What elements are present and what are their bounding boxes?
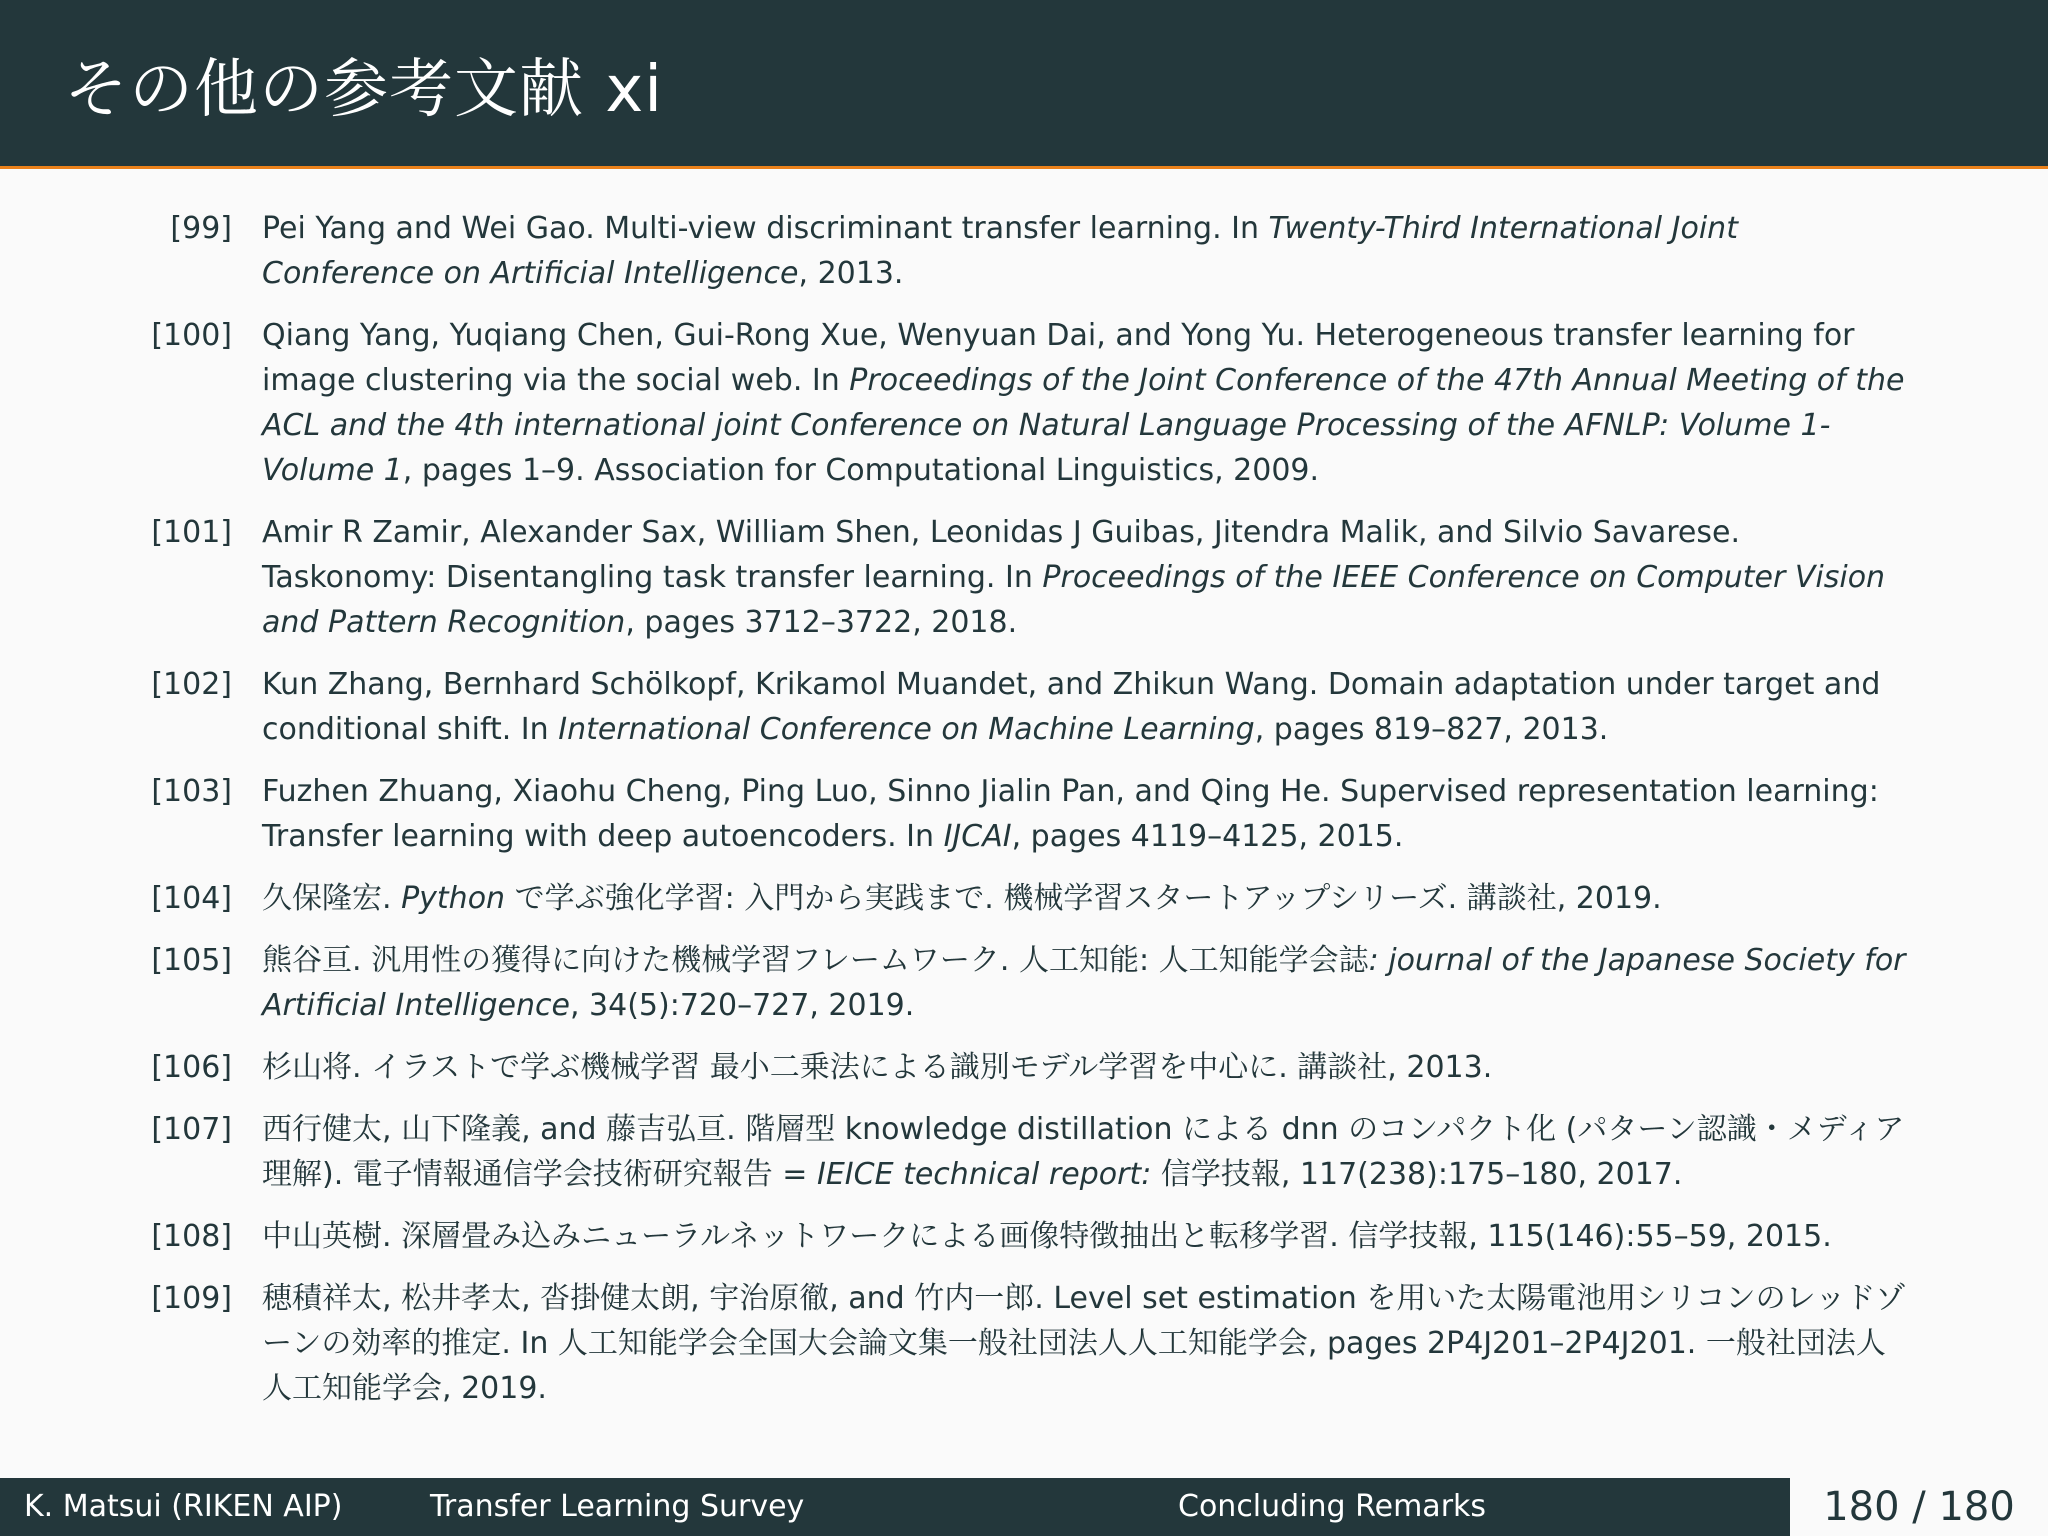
reference-segment: Amir R Zamir, Alexander Sax, William Shen, Leonidas J Guibas, Jitendra Malik, and Silvio Savarese. Taskonomy: Disentangling task transfer learning. In [262, 515, 1741, 595]
reference-segment: 熊谷亘. 汎用性の獲得に向けた機械学習フレームワーク. 人工知能: 人工知能学会誌 [262, 943, 1369, 978]
reference-text [262, 1214, 1910, 1259]
reference-segment: Kun Zhang, Bernhard Schölkopf, Krikamol Muandet, and Zhikun Wang. Domain adaptation under target and conditional shift. In [262, 667, 1881, 747]
reference-venue: IEICE technical report: [817, 1157, 1152, 1192]
reference-segment: 杉山将. イラストで学ぶ機械学習 最小二乗法による識別モデル学習を中心に. 講談社, 2013. [262, 1050, 1493, 1085]
reference-venue: : journal of the Japanese Society for Artificial Intelligence [262, 943, 1906, 1023]
reference-venue: IJCAI [943, 819, 1012, 854]
reference-number: [104] [151, 881, 232, 916]
reference-number: [100] [151, 318, 232, 353]
reference-item [150, 1214, 1910, 1259]
reference-item [150, 510, 1910, 645]
reference-number: [99] [170, 211, 232, 246]
reference-segment: Pei Yang and Wei Gao. Multi-view discriminant transfer learning. In [262, 211, 1269, 246]
reference-text [262, 313, 1910, 493]
reference-segment: 久保隆宏. [262, 881, 402, 916]
footer-short-title: Transfer Learning Survey [430, 1489, 805, 1524]
reference-item [150, 769, 1910, 859]
reference-venue: Proceedings of the Joint Conference of the 47th Annual Meeting of the ACL and the 4th international joint Conference on Natural Language Processing of the AFNLP: Volume 1-Volume 1 [262, 363, 1905, 488]
reference-segment: で学ぶ強化学習: 入門から実践まで. 機械学習スタートアップシリーズ. 講談社, 2019. [505, 881, 1662, 916]
reference-number: [103] [151, 774, 232, 809]
reference-number: [102] [151, 667, 232, 702]
footer-section: Concluding Remarks [1178, 1489, 1487, 1524]
reference-segment: , 2013. [798, 256, 904, 291]
reference-item [150, 313, 1910, 493]
reference-segment: , pages 4119–4125, 2015. [1011, 819, 1404, 854]
slide-title: その他の参考文献 xi [64, 53, 663, 127]
reference-text [262, 1045, 1910, 1090]
reference-item [150, 1107, 1910, 1197]
reference-segment: Qiang Yang, Yuqiang Chen, Gui-Rong Xue, Wenyuan Dai, and Yong Yu. Heterogeneous transfer learning for image clustering via the social web. In [262, 318, 1855, 398]
reference-venue: Proceedings of the IEEE Conference on Computer Vision and Pattern Recognition [262, 560, 1886, 640]
reference-number: [105] [151, 943, 232, 978]
reference-item [150, 206, 1910, 296]
reference-venue: Python [401, 881, 506, 916]
reference-segment: 中山英樹. 深層畳み込みニューラルネットワークによる画像特徴抽出と転移学習. 信学技報, 115(146):55–59, 2015. [262, 1219, 1832, 1254]
reference-text [262, 510, 1910, 645]
reference-number: [107] [151, 1112, 232, 1147]
footer-info [0, 1478, 1790, 1536]
reference-segment: , pages 1–9. Association for Computational Linguistics, 2009. [402, 453, 1320, 488]
reference-item [150, 938, 1910, 1028]
reference-text [262, 769, 1910, 859]
footer-author: K. Matsui (RIKEN AIP) [24, 1489, 343, 1524]
reference-segment: 西行健太, 山下隆義, and 藤吉弘亘. 階層型 knowledge distillation による dnn のコンパクト化 (パターン認識・メディア理解). 電子情報通信学会技術研究報告 = [262, 1112, 1905, 1192]
reference-text [262, 938, 1910, 1028]
reference-item [150, 876, 1910, 921]
reference-segment: Fuzhen Zhuang, Xiaohu Cheng, Ping Luo, Sinno Jialin Pan, and Qing He. Supervised representation learning: Transfer learning with deep autoencoders. In [262, 774, 1879, 854]
reference-venue: International Conference on Machine Learning [558, 712, 1255, 747]
reference-text [262, 1276, 1910, 1411]
reference-segment: 信学技報, 117(238):175–180, 2017. [1151, 1157, 1683, 1192]
reference-list [150, 206, 1910, 1428]
reference-number: [108] [151, 1219, 232, 1254]
reference-item [150, 662, 1910, 752]
reference-text [262, 662, 1910, 752]
reference-segment: , pages 3712–3722, 2018. [625, 605, 1018, 640]
reference-segment: , pages 819–827, 2013. [1254, 712, 1609, 747]
reference-number: [101] [151, 515, 232, 550]
slide-header [0, 0, 2048, 169]
reference-number: [106] [151, 1050, 232, 1085]
reference-text [262, 876, 1910, 921]
page-number: 180 / 180 [1790, 1478, 2048, 1536]
reference-venue: Twenty-Third International Joint Conference on Artificial Intelligence [262, 211, 1738, 291]
slide-footer [0, 1478, 2048, 1536]
reference-segment: , 34(5):720–727, 2019. [569, 988, 915, 1023]
reference-number: [109] [151, 1281, 232, 1316]
reference-text [262, 1107, 1910, 1197]
reference-text [262, 206, 1910, 296]
reference-item [150, 1045, 1910, 1090]
reference-segment: 穂積祥太, 松井孝太, 沓掛健太朗, 宇治原徹, and 竹内一郎. Level set estimation を用いた太陽電池用シリコンのレッドゾーンの効率的推定. In 人工知能学会全国大会論文集一般社団法人人工知能学会, pages 2P4J201–2P4J201. 一般社団法人人工知能学会, 2019. [262, 1281, 1906, 1406]
reference-item [150, 1276, 1910, 1411]
